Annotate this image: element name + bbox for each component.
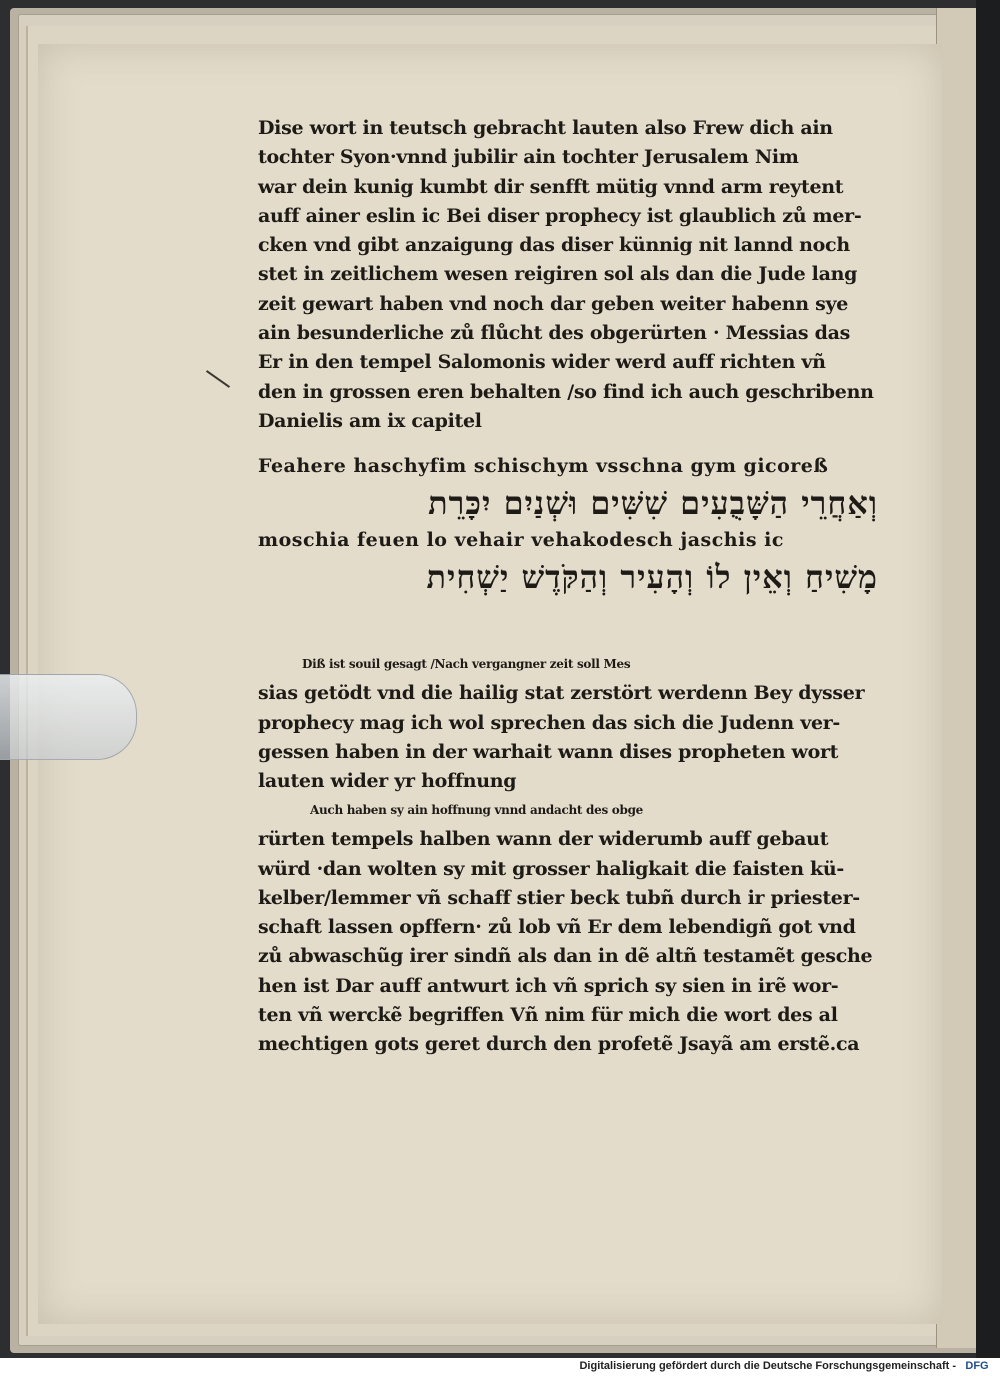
text-line: zů abwaschũg irer sindñ als dan in dẽ altñ testamẽt gesche [258,945,873,968]
text-line: auff ainer eslin ic Bei diser prophecy ist glaublich zů mer- [258,204,862,227]
binding-flap [936,8,977,1348]
scan-background-edge [976,0,1000,1358]
text-line: prophecy mag ich wol sprechen das sich die Judenn ver- [258,711,841,734]
text-line: kelber/lemmer vñ schaff stier beck tubñ durch ir priester- [258,886,860,909]
plastic-page-clip [0,674,137,760]
text-line: würd ·dan wolten sy mit grosser haligkait die faisten kü- [258,857,844,880]
text-line: sias getödt vnd die hailig stat zerstört werdenn Bey dysser [258,682,865,705]
transliteration-line: Feahere haschyfim schischym vsschna gym gicoreß [258,455,829,477]
digitization-footer [0,1358,1000,1376]
text-line: schaft lassen opffern· zů lob vñ Er dem lebendigñ got vnd [258,916,856,939]
text-line: Er in den tempel Salomonis wider werd auff richten vñ [258,351,826,374]
paragraph-temple [258,796,878,1060]
text-line: Dise wort in teutsch gebracht lauten also Frew dich ain [258,117,833,139]
dfg-logo: DFG [965,1360,989,1372]
text-line: gessen haben in der warhait wann dises propheten wort [258,740,839,763]
text-line: ain besunderliche zů flůcht des obgerürten · Messias das [258,322,850,345]
text-line: tochter Syon·vnnd jubilir ain tochter Jerusalem Nim [258,146,799,169]
text-line: zeit gewart haben vnd noch dar geben weiter habenn sye [258,292,849,315]
text-line: Danielis am ix capitel [258,409,482,432]
hebrew-quotation [258,452,878,600]
hebrew-line: מָשִׁיחַ וְאֵין לוֹ וְהָעִיר וְהַקֹּדֶשׁ יַשְׁחִית [426,558,878,596]
text-line: ten vñ werckẽ begriffen Vñ nim für mich die wort des al [258,1004,838,1027]
hebrew-line: וְאַחֲרֵי הַשָּׁבֻעִים שִׁשִּׁים וּשְׁנַיִם יִכָּרֵת [428,484,878,522]
text-line: cken vnd gibt anzaigung das diser künnig nit lannd noch [258,234,850,257]
paragraph-commentary [258,650,878,796]
transliteration-line: moschia feuen lo vehair vehakodesch jaschis ic [258,529,784,551]
text-line: rürten tempels halben wann der widerumb auff gebaut [258,828,829,851]
text-line: mechtigen gots geret durch den profetẽ Jsayã am erstẽ.ca [258,1033,860,1056]
text-line: Diß ist souil gesagt /Nach vergangner zeit soll Mes [302,657,631,671]
text-line: Auch haben sy ain hoffnung vnnd andacht des obge [310,803,643,817]
text-line: den in grossen eren behalten /so find ich auch geschribenn [258,380,874,403]
text-line: war dein kunig kumbt dir senfft mütig vnnd arm reytent [258,175,844,198]
paragraph-translation [258,114,878,436]
funding-credit: Digitalisierung gefördert durch die Deutsche Forschungsgemeinschaft - [579,1360,956,1372]
text-line: lauten wider yr hoffnung [258,770,517,793]
text-line: stet in zeitlichem wesen reigiren sol als dan die Jude lang [258,263,858,286]
text-line: hen ist Dar auff antwurt ich vñ sprich sy sien in irẽ wor- [258,974,839,997]
